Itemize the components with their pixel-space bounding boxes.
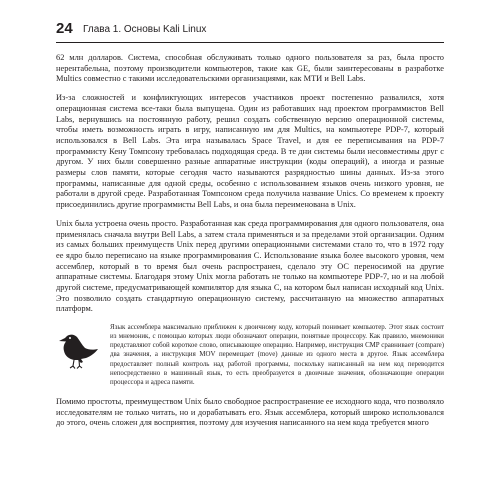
page-body [56, 53, 444, 437]
running-head [56, 20, 444, 50]
paragraph: Из-за сложностей и конфликтующих интересов участников проект постепенно развалился, хотя операционная система все-таки была выпущена. Один из работавших над проектом программистов Bell Labs, вернувшись на постоянную работу, решил создать собственную версию операционной системы, чтобы иметь возможность играть в игру, написанную им для Multics, на компьютере PDP-7, который использовался в Bell Labs. Эта игра называлась Space Travel, и для ее переписывания на PDP-7 программисту Кену Томпсону требовалась подходящая среда. В те дни системы были несовместимы друг с другом. У них были совершенно разные аппаратные инструкции (коды операций), а иногда и разные размеры слов памяти, которые сегодня часто называются разрядностью шины данных. Из-за этого программы, написанные для одной среды, особенно с использованием языков очень низкого уровня, не работали в другой среде. Разработанная Томпсоном среда получила название Unics. Со временем к проекту присоединились другие программисты Bell Labs, и она была переименована в Unix. [56, 93, 444, 210]
paragraph: 62 млн долларов. Система, способная обслуживать только одного пользователя за раз, была просто нерентабельна, поэтому производители компьютеров, такие как GE, были заинтересованы в разработке Multics совместно с такими исследовательскими организациями, как МТИ и Bell Labs. [56, 53, 444, 84]
header-rule [56, 42, 444, 43]
sidebar-note [56, 323, 444, 387]
paragraph: Помимо простоты, преимуществом Unix было свободное распространение ее исходного кода, что позволяло исследователям не только читать, но и дорабатывать его. Язык ассемблера, который широко использовался до этого, очень сложен для восприятия, поэтому для изучения написанного на нем кода требуется много [56, 396, 444, 428]
raven-icon [56, 325, 100, 371]
page-number: 24 [56, 20, 73, 37]
paragraph: Unix была устроена очень просто. Разработанная как среда программирования для одного пользователя, она применялась сначала внутри Bell Labs, а затем стала применяться и за пределами этой организации. Одним из самых больших преимуществ Unix перед другими операционными системами стало то, что в 1972 году ее ядро было переписано на языке программирования С. Использование языка более высокого уровня, чем ассемблер, который в то время был очень распространен, сделало эту ОС переносимой на другие аппаратные системы. Благодаря этому Unix могла работать не только на компьютере PDP-7, но и на любой другой системе, предусматривающей компилятор для языка С, на котором был написан исходный код Unix. Это позволило создать стандартную операционную систему, рассчитанную на множество аппаратных платформ. [56, 218, 444, 314]
note-text: Язык ассемблера максимально приближен к двоичному коду, который понимает компьютер. Этот язык состоит из мнемоник, с помощью которых люди обозначают операции, понятные процессору. Как правило, мнемоники представляют собой короткое слово, описывающее операцию. Например, инструкция CMP сравнивает (compare) два значения, а инструкция MOV перемещает (move) данные из одного места в другое. Язык ассемблера предоставляет полный контроль над работой программы, поскольку написанный на нем код переводится непосредственно в машинный язык, то есть преобразуется в двоичные значения, обозначающие операции процессора и адреса памяти. [110, 324, 444, 386]
chapter-title: Глава 1. Основы Kali Linux [83, 24, 207, 35]
